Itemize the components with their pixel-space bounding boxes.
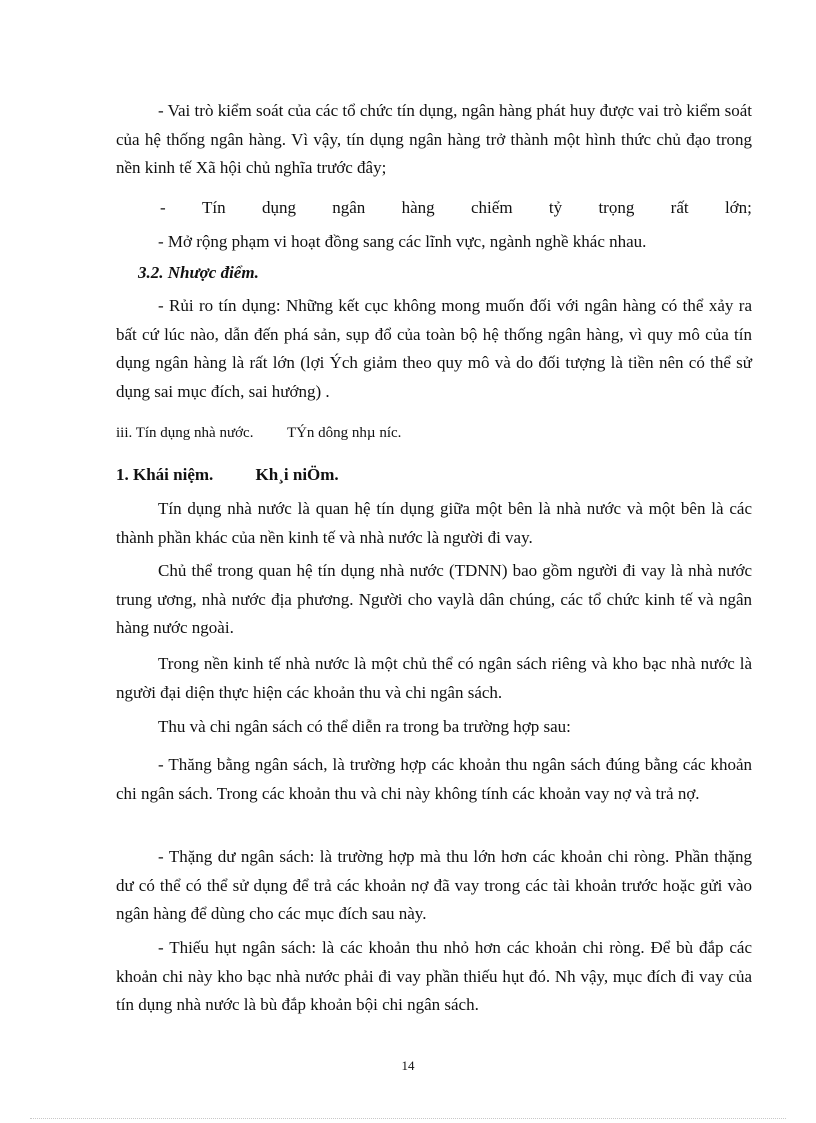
word: chiếm bbox=[471, 198, 513, 217]
heading-title: 1. Khái niệm. bbox=[116, 465, 214, 484]
paragraph-budget-deficit: - Thiếu hụt ngân sách: là các khoản thu nhỏ hơn các khoản chi ròng. Để bù đắp các khoản chi này kho bạc nhà nước phải đi vay phần thiếu hụt đó. Nh vậy, mục đích đi vay của tín dụng nhà nước là bù đắp khoản bội chi ngân sách. bbox=[116, 938, 752, 1014]
section-title: iii. Tín dụng nhà nước. bbox=[116, 425, 254, 441]
paragraph-subjects: Chủ thể trong quan hệ tín dụng nhà nước (TDNN) bao gồm người đi vay là nhà nước trung ương, nhà nước địa phương. Người cho vaylà dân chúng, các tổ chức kinh tế và ngân hàng nước ngoài. bbox=[116, 561, 752, 637]
section-state-credit bbox=[116, 425, 431, 442]
page-number: 14 bbox=[401, 1058, 415, 1073]
paragraph-three-cases: Thu và chi ngân sách có thể diễn ra trong ba trường hợp sau: bbox=[158, 717, 571, 736]
word: tỷ bbox=[548, 198, 563, 217]
heading-disadvantages: 3.2. Nhược điểm. bbox=[138, 263, 259, 282]
heading-concept bbox=[116, 465, 377, 485]
word: Tín bbox=[202, 198, 226, 217]
paragraph-budget-surplus: - Thặng dư ngân sách: là trường hợp mà thu lớn hơn các khoản chi ròng. Phần thặng dư có thể có thể sử dụng để trả các khoản nợ đã vay trong các tài khoản trước hoặc gửi vào ngân hàng để dùng cho các mục đích sau này. bbox=[116, 847, 752, 923]
paragraph-balanced-budget: - Thăng bằng ngân sách, là trường hợp các khoản thu ngân sách đúng bằng các khoản chi ngân sách. Trong các khoản thu và chi này không tính các khoản vay nợ và trả nợ. bbox=[116, 755, 752, 803]
paragraph-expand-scope: - Mở rộng phạm vi hoạt đồng sang các lĩnh vực, ngành nghề khác nhau. bbox=[158, 232, 647, 251]
word: lớn; bbox=[724, 198, 752, 217]
heading-title-legacy: Kh¸i niÖm. bbox=[255, 465, 339, 484]
paragraph-budget-entity: Trong nền kinh tế nhà nước là một chủ thể có ngân sách riêng và kho bạc nhà nước là người đại diện thực hiện các khoản thu và chi ngân sách. bbox=[116, 654, 752, 702]
word: hàng bbox=[401, 198, 435, 217]
paragraph-credit-risk: - Rủi ro tín dụng: Những kết cục không mong muốn đối với ngân hàng có thể xảy ra bất cứ lúc nào, dẫn đến phá sản, sụp đổ của toàn bộ hệ thống ngân hàng, vì quy mô của tín dụng ngân hàng là rất lớn (lợi Ých giảm theo quy mô và do đối tượng là tiền nên có thể sử dụng sai mục đích, sai hướng) . bbox=[116, 296, 752, 401]
section-title-legacy: TÝn dông nhµ níc. bbox=[286, 425, 402, 441]
word: rất bbox=[670, 198, 689, 217]
paragraph-control-role: - Vai trò kiểm soát của các tổ chức tín dụng, ngân hàng phát huy được vai trò kiểm soát của hệ thống ngân hàng. Vì vậy, tín dụng ngân hàng trở thành một hình thức chủ đạo trong nền kinh tế Xã hội chủ nghĩa trước đây; bbox=[116, 101, 752, 177]
paragraph-credit-share bbox=[160, 194, 752, 222]
word: - bbox=[160, 198, 166, 217]
word: dụng bbox=[261, 198, 296, 217]
page-bottom-divider bbox=[30, 1118, 786, 1119]
word: trọng bbox=[598, 198, 635, 217]
word: ngân bbox=[332, 198, 366, 217]
paragraph-definition: Tín dụng nhà nước là quan hệ tín dụng giữa một bên là nhà nước và một bên là các thành phần khác của nền kinh tế và nhà nước là người đi vay. bbox=[116, 499, 752, 547]
